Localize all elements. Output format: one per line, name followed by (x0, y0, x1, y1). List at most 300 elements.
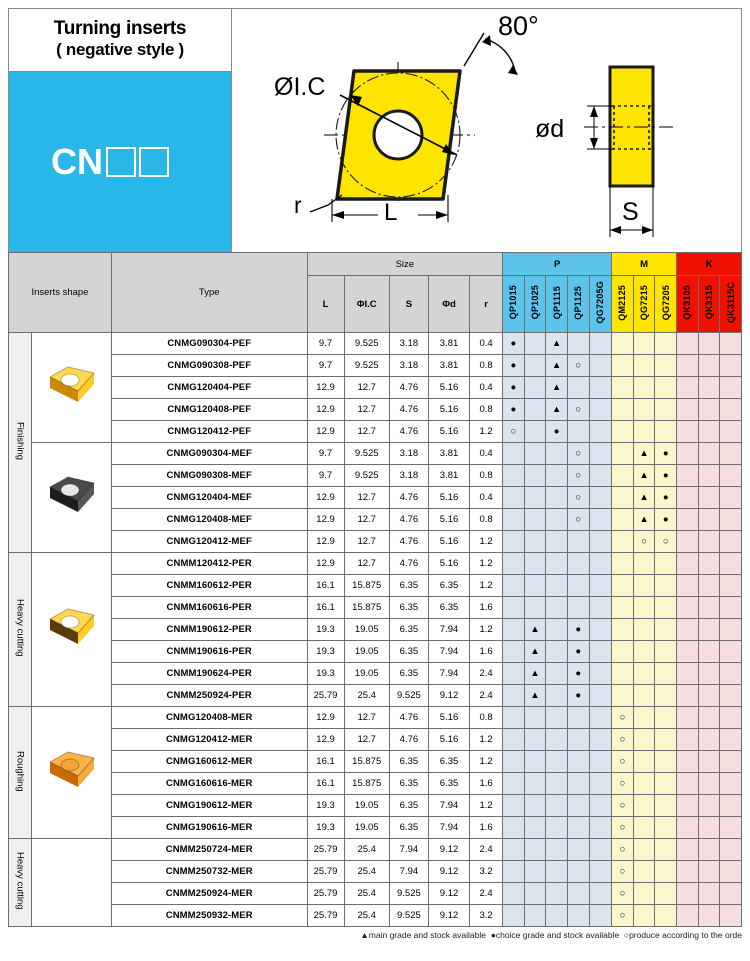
cell-ic: 9.525 (344, 443, 389, 465)
cell-grade-qg7205g (589, 861, 612, 883)
cell-grade-qp1115 (546, 487, 568, 509)
code-placeholder-box-2 (139, 147, 169, 177)
cell-grade-qp1015 (503, 883, 525, 905)
ic-label: ØI.C (274, 73, 326, 101)
cell-grade-qp1015 (503, 487, 525, 509)
cell-grade-qp1115: ▲ (546, 399, 568, 421)
cell-grade-qk3105 (677, 883, 699, 905)
cell-grade-qg7205 (655, 355, 677, 377)
cell-grade-qk3115c (720, 817, 742, 839)
cell-grade-qp1015 (503, 553, 525, 575)
cell-grade-qk3105 (677, 377, 699, 399)
cell-ic: 12.7 (344, 509, 389, 531)
cell-d: 6.35 (428, 773, 469, 795)
cell-grade-qm2125: ○ (612, 861, 634, 883)
group-label-0: Finishing (9, 333, 32, 553)
cell-grade-qg7205g (589, 487, 612, 509)
cell-grade-qp1025 (524, 751, 546, 773)
cell-grade-qp1125 (567, 861, 589, 883)
cell-grade-qg7205g (589, 751, 612, 773)
cell-grade-qk3115 (698, 795, 720, 817)
cell-s: 6.35 (389, 575, 428, 597)
banner-title-block (9, 9, 231, 72)
cell-ic: 12.7 (344, 487, 389, 509)
table-row (9, 355, 742, 377)
cell-grade-qg7205g (589, 817, 612, 839)
legend-tri-symbol: ▲ (360, 930, 369, 940)
cell-grade-qp1015: ● (503, 399, 525, 421)
cell-grade-qk3115c (720, 905, 742, 927)
legend-main-text: main grade and stock available (368, 930, 486, 940)
cell-grade-qm2125 (612, 399, 634, 421)
cell-d: 5.16 (428, 531, 469, 553)
cell-l: 19.3 (307, 619, 344, 641)
cell-grade-qp1015 (503, 619, 525, 641)
cell-s: 4.76 (389, 487, 428, 509)
cell-grade-qk3115c (720, 619, 742, 641)
header-inserts-shape: Inserts shape (9, 253, 112, 333)
cell-l: 12.9 (307, 377, 344, 399)
cell-d: 7.94 (428, 619, 469, 641)
cell-grade-qp1115 (546, 861, 568, 883)
cell-grade-qp1125 (567, 817, 589, 839)
cell-grade-qp1125 (567, 883, 589, 905)
cell-s: 6.35 (389, 597, 428, 619)
header-size-s: S (389, 276, 428, 333)
cell-type: CNMM250732-MER (111, 861, 307, 883)
cell-grade-qg7205 (655, 861, 677, 883)
cell-grade-qg7205g (589, 773, 612, 795)
cell-ic: 25.4 (344, 905, 389, 927)
cell-ic: 25.4 (344, 883, 389, 905)
cell-grade-qp1115 (546, 531, 568, 553)
header-grade-qk3105: QK3105 (677, 276, 699, 333)
cell-grade-qg7205 (655, 553, 677, 575)
insert-dimension-diagram (232, 9, 740, 252)
cell-type: CNMM190612-PER (111, 619, 307, 641)
cell-l: 16.1 (307, 773, 344, 795)
cell-type: CNMG090308-MEF (111, 465, 307, 487)
cell-grade-qp1015 (503, 465, 525, 487)
cell-d: 5.16 (428, 399, 469, 421)
group-label-3: Heavy cutting (9, 839, 32, 927)
cell-grade-qk3105 (677, 553, 699, 575)
cell-s: 4.76 (389, 531, 428, 553)
cell-type: CNMM250932-MER (111, 905, 307, 927)
cell-d: 5.16 (428, 377, 469, 399)
cell-grade-qm2125 (612, 487, 634, 509)
cell-grade-qp1025: ▲ (524, 663, 546, 685)
cell-grade-qg7205g (589, 465, 612, 487)
cell-grade-qm2125 (612, 443, 634, 465)
cell-grade-qk3115 (698, 399, 720, 421)
cell-grade-qm2125: ○ (612, 905, 634, 927)
cell-ic: 9.525 (344, 333, 389, 355)
cell-ic: 12.7 (344, 377, 389, 399)
cell-l: 19.3 (307, 817, 344, 839)
cell-grade-qk3105 (677, 465, 699, 487)
cell-grade-qk3115c (720, 377, 742, 399)
cell-r: 1.6 (470, 773, 503, 795)
cell-r: 1.2 (470, 553, 503, 575)
cell-grade-qk3105 (677, 531, 699, 553)
header-type: Type (111, 253, 307, 333)
cell-l: 19.3 (307, 641, 344, 663)
cell-grade-qm2125 (612, 509, 634, 531)
cell-grade-qg7205 (655, 641, 677, 663)
cell-s: 4.76 (389, 399, 428, 421)
table-row (9, 751, 742, 773)
cell-l: 9.7 (307, 465, 344, 487)
cell-grade-qg7205 (655, 839, 677, 861)
cell-s: 4.76 (389, 707, 428, 729)
cell-grade-qg7205g (589, 905, 612, 927)
cell-ic: 9.525 (344, 465, 389, 487)
cell-grade-qk3115c (720, 575, 742, 597)
cell-ic: 19.05 (344, 817, 389, 839)
cell-grade-qm2125 (612, 597, 634, 619)
cell-grade-qp1125 (567, 773, 589, 795)
cell-grade-qk3115 (698, 729, 720, 751)
cell-grade-qp1025 (524, 883, 546, 905)
cell-grade-qk3105 (677, 663, 699, 685)
cell-grade-qp1125: ○ (567, 509, 589, 531)
cell-grade-qg7215: ▲ (633, 509, 655, 531)
cell-d: 5.16 (428, 487, 469, 509)
cell-grade-qp1015 (503, 509, 525, 531)
table-row (9, 509, 742, 531)
cell-grade-qk3115 (698, 883, 720, 905)
cell-ic: 15.875 (344, 575, 389, 597)
cell-grade-qp1115 (546, 553, 568, 575)
cell-d: 5.16 (428, 509, 469, 531)
page-subtitle: ( negative style ) (56, 40, 184, 60)
table-row (9, 839, 742, 861)
cell-r: 0.8 (470, 707, 503, 729)
cell-grade-qg7205g (589, 333, 612, 355)
cell-d: 9.12 (428, 861, 469, 883)
cell-grade-qp1015 (503, 575, 525, 597)
cell-grade-qk3115c (720, 443, 742, 465)
cell-grade-qg7205g (589, 421, 612, 443)
cell-s: 4.76 (389, 509, 428, 531)
cell-d: 3.81 (428, 443, 469, 465)
angle-label: 80° (498, 11, 539, 41)
cell-grade-qg7215 (633, 399, 655, 421)
cell-grade-qg7215 (633, 685, 655, 707)
cell-grade-qp1015 (503, 729, 525, 751)
cell-grade-qp1015 (503, 839, 525, 861)
cell-grade-qp1125 (567, 421, 589, 443)
cell-grade-qk3105 (677, 795, 699, 817)
cell-grade-qk3115c (720, 707, 742, 729)
cell-type: CNMM250924-PER (111, 685, 307, 707)
cell-grade-qg7215 (633, 641, 655, 663)
cell-grade-qg7215 (633, 333, 655, 355)
cell-grade-qm2125 (612, 575, 634, 597)
header-grade-qg7215: QG7215 (633, 276, 655, 333)
cell-grade-qp1025 (524, 443, 546, 465)
cell-s: 3.18 (389, 443, 428, 465)
cell-grade-qm2125 (612, 531, 634, 553)
cell-grade-qp1115 (546, 751, 568, 773)
cell-grade-qm2125 (612, 685, 634, 707)
cell-grade-qk3115 (698, 509, 720, 531)
cell-grade-qp1025 (524, 399, 546, 421)
cell-ic: 15.875 (344, 751, 389, 773)
cell-grade-qg7215 (633, 707, 655, 729)
cell-l: 12.9 (307, 707, 344, 729)
cell-grade-qg7205 (655, 729, 677, 751)
cell-grade-qk3115c (720, 751, 742, 773)
cell-d: 5.16 (428, 553, 469, 575)
cell-grade-qp1025: ▲ (524, 685, 546, 707)
header-grade-qp1115: QP1115 (546, 276, 568, 333)
cell-s: 7.94 (389, 861, 428, 883)
cell-grade-qg7205g (589, 729, 612, 751)
cell-type: CNMG120408-PEF (111, 399, 307, 421)
cell-grade-qk3115c (720, 465, 742, 487)
cell-s: 4.76 (389, 377, 428, 399)
cell-grade-qk3115c (720, 729, 742, 751)
cell-grade-qp1115 (546, 619, 568, 641)
table-row (9, 663, 742, 685)
header-size-d: Φd (428, 276, 469, 333)
insert-orange-cnmg (38, 746, 104, 800)
cell-s: 3.18 (389, 333, 428, 355)
cell-grade-qg7205 (655, 905, 677, 927)
table-row (9, 905, 742, 927)
cell-s: 6.35 (389, 751, 428, 773)
cell-d: 9.12 (428, 883, 469, 905)
cell-grade-qk3105 (677, 905, 699, 927)
cell-d: 3.81 (428, 333, 469, 355)
cell-grade-qp1115 (546, 905, 568, 927)
cell-d: 7.94 (428, 795, 469, 817)
cell-ic: 12.7 (344, 729, 389, 751)
table-row (9, 333, 742, 355)
header-size-r: r (470, 276, 503, 333)
cell-s: 3.18 (389, 355, 428, 377)
cell-grade-qp1015 (503, 861, 525, 883)
cell-grade-qg7205g (589, 399, 612, 421)
cell-grade-qg7215 (633, 751, 655, 773)
cell-grade-qp1125 (567, 729, 589, 751)
cell-grade-qk3105 (677, 729, 699, 751)
table-body (9, 333, 742, 927)
table-row (9, 421, 742, 443)
cell-grade-qk3105 (677, 333, 699, 355)
cell-grade-qk3115 (698, 905, 720, 927)
cell-type: CNMG090304-PEF (111, 333, 307, 355)
cell-grade-qm2125: ○ (612, 839, 634, 861)
cell-grade-qp1125: ○ (567, 355, 589, 377)
cell-l: 12.9 (307, 421, 344, 443)
table-row (9, 773, 742, 795)
cell-grade-qg7215 (633, 795, 655, 817)
cell-grade-qg7205: ● (655, 443, 677, 465)
cell-type: CNMM160616-PER (111, 597, 307, 619)
header-size-ic: ΦI.C (344, 276, 389, 333)
cell-ic: 25.4 (344, 685, 389, 707)
corner-radius-label: r (294, 192, 302, 218)
cell-grade-qg7215: ○ (633, 531, 655, 553)
table-row (9, 861, 742, 883)
cell-grade-qp1025 (524, 905, 546, 927)
group-label-1: Heavy cutting (9, 553, 32, 707)
cell-r: 0.8 (470, 355, 503, 377)
cell-grade-qm2125 (612, 663, 634, 685)
cell-grade-qk3115 (698, 421, 720, 443)
cell-grade-qk3115c (720, 421, 742, 443)
cell-grade-qp1025: ▲ (524, 619, 546, 641)
insert-thumbnail-cell (31, 553, 111, 707)
cell-grade-qp1125: ○ (567, 399, 589, 421)
cell-d: 7.94 (428, 641, 469, 663)
cell-grade-qp1115: ▲ (546, 333, 568, 355)
cell-ic: 9.525 (344, 355, 389, 377)
cell-grade-qk3115 (698, 751, 720, 773)
cell-grade-qg7205: ● (655, 465, 677, 487)
cell-grade-qk3115 (698, 707, 720, 729)
cell-grade-qp1125: ● (567, 685, 589, 707)
cell-l: 16.1 (307, 597, 344, 619)
cell-r: 0.8 (470, 509, 503, 531)
cell-grade-qp1025 (524, 861, 546, 883)
cell-l: 19.3 (307, 795, 344, 817)
cell-grade-qk3115c (720, 883, 742, 905)
cell-grade-qp1025 (524, 597, 546, 619)
cell-grade-qp1125 (567, 795, 589, 817)
cell-grade-qk3115c (720, 641, 742, 663)
insert-black-cnmg (38, 471, 104, 525)
cell-grade-qk3115c (720, 773, 742, 795)
cell-grade-qp1025 (524, 355, 546, 377)
cell-grade-qk3115c (720, 355, 742, 377)
cell-grade-qp1015: ● (503, 355, 525, 377)
cell-ic: 19.05 (344, 619, 389, 641)
cell-r: 1.2 (470, 751, 503, 773)
cell-l: 12.9 (307, 487, 344, 509)
cell-grade-qp1125 (567, 531, 589, 553)
cell-grade-qp1015 (503, 531, 525, 553)
cell-l: 25.79 (307, 839, 344, 861)
insert-gold-cnmg (38, 361, 104, 415)
cell-grade-qk3115 (698, 575, 720, 597)
cell-grade-qp1025 (524, 333, 546, 355)
header-grade-qg7205g: QG7205G (589, 276, 612, 333)
cell-grade-qk3105 (677, 443, 699, 465)
cell-type: CNMG120404-MEF (111, 487, 307, 509)
table-row (9, 817, 742, 839)
cell-grade-qg7205 (655, 421, 677, 443)
cell-ic: 12.7 (344, 399, 389, 421)
cell-grade-qp1025 (524, 487, 546, 509)
cell-grade-qg7205 (655, 751, 677, 773)
table-row (9, 377, 742, 399)
cell-grade-qp1025: ▲ (524, 641, 546, 663)
table-row (9, 531, 742, 553)
cell-grade-qk3115 (698, 333, 720, 355)
cell-grade-qk3105 (677, 861, 699, 883)
cell-r: 1.6 (470, 817, 503, 839)
cell-grade-qp1125: ○ (567, 487, 589, 509)
insert-thumbnail-cell (31, 443, 111, 553)
cell-type: CNMG120404-PEF (111, 377, 307, 399)
header-grade-qm2125: QM2125 (612, 276, 634, 333)
cell-grade-qg7215 (633, 905, 655, 927)
cell-grade-qm2125: ○ (612, 773, 634, 795)
cell-grade-qk3115 (698, 553, 720, 575)
cell-grade-qg7205g (589, 355, 612, 377)
header-grade-qk3115: QK3115 (698, 276, 720, 333)
cell-grade-qk3115c (720, 685, 742, 707)
cell-grade-qp1015: ● (503, 333, 525, 355)
cell-type: CNMG120412-PEF (111, 421, 307, 443)
cell-d: 6.35 (428, 597, 469, 619)
cell-grade-qp1115 (546, 839, 568, 861)
cell-grade-qk3115 (698, 861, 720, 883)
cell-grade-qg7215 (633, 575, 655, 597)
cell-s: 9.525 (389, 883, 428, 905)
cell-grade-qk3115 (698, 377, 720, 399)
cell-grade-qk3115c (720, 795, 742, 817)
cell-grade-qp1015: ● (503, 377, 525, 399)
cell-s: 6.35 (389, 795, 428, 817)
cell-grade-qk3105 (677, 817, 699, 839)
cell-grade-qk3105 (677, 421, 699, 443)
cell-grade-qk3115 (698, 597, 720, 619)
cell-grade-qm2125: ○ (612, 751, 634, 773)
cell-grade-qg7205 (655, 399, 677, 421)
cell-l: 16.1 (307, 575, 344, 597)
cell-grade-qk3115c (720, 509, 742, 531)
cell-grade-qp1025 (524, 839, 546, 861)
insert-code-prefix: CN (51, 141, 103, 182)
cell-grade-qp1115 (546, 883, 568, 905)
cell-grade-qp1115: ▲ (546, 377, 568, 399)
cell-grade-qp1115 (546, 685, 568, 707)
cell-r: 3.2 (470, 905, 503, 927)
cell-grade-qk3105 (677, 619, 699, 641)
cell-grade-qg7205g (589, 883, 612, 905)
cell-grade-qp1015 (503, 443, 525, 465)
cell-r: 1.2 (470, 729, 503, 751)
cell-l: 25.79 (307, 861, 344, 883)
cell-grade-qk3105 (677, 487, 699, 509)
cell-grade-qk3105 (677, 399, 699, 421)
cell-grade-qk3115c (720, 597, 742, 619)
cell-r: 1.6 (470, 641, 503, 663)
cell-grade-qk3105 (677, 685, 699, 707)
cell-r: 0.4 (470, 377, 503, 399)
cell-grade-qg7205 (655, 575, 677, 597)
cell-ic: 19.05 (344, 795, 389, 817)
cell-ic: 25.4 (344, 861, 389, 883)
cell-type: CNMM120412-PER (111, 553, 307, 575)
cell-grade-qg7205 (655, 685, 677, 707)
cell-grade-qg7205g (589, 575, 612, 597)
cell-l: 25.79 (307, 883, 344, 905)
cell-grade-qp1115 (546, 641, 568, 663)
legend-choice-text: choice grade and stock available (495, 930, 620, 940)
cell-grade-qk3115 (698, 355, 720, 377)
cell-grade-qg7215 (633, 553, 655, 575)
cell-grade-qg7205g (589, 619, 612, 641)
insert-thumbnail-cell (31, 333, 111, 443)
cell-d: 7.94 (428, 663, 469, 685)
cell-l: 16.1 (307, 751, 344, 773)
